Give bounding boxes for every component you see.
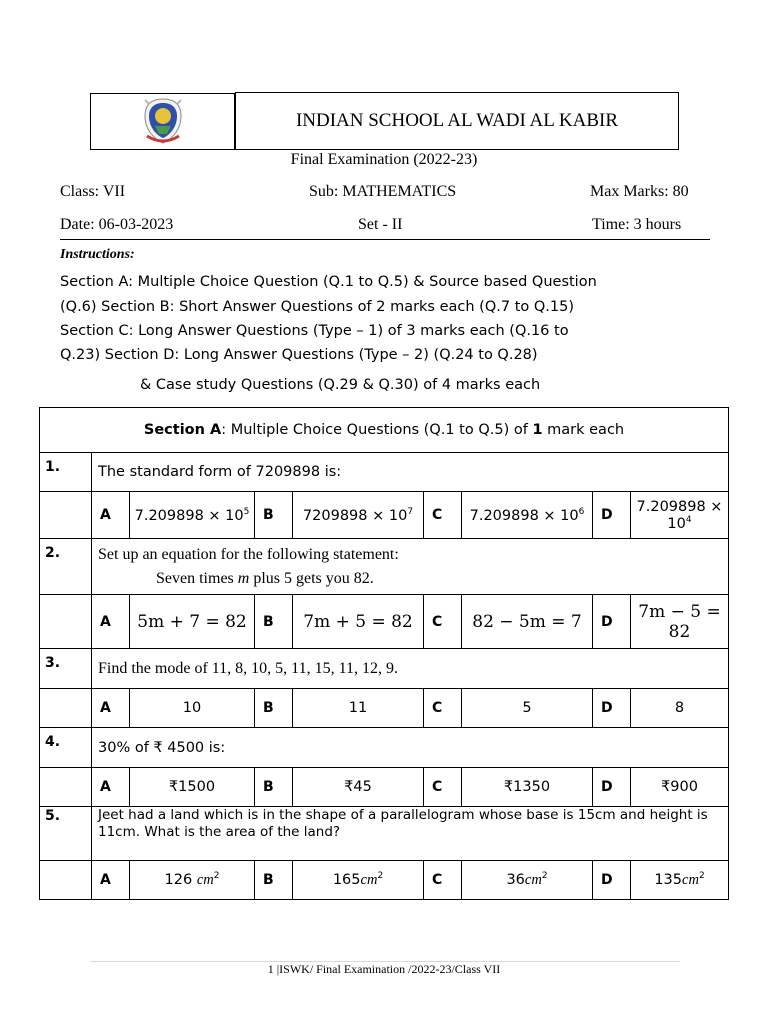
option-value: 126 $cm^2$ (130, 861, 255, 900)
option-value: ₹45 (293, 768, 424, 807)
logo-box (90, 93, 235, 150)
options-row (40, 689, 729, 728)
blank-cell (40, 492, 92, 539)
option-label: D (593, 768, 631, 807)
school-crest-icon (141, 96, 185, 146)
option-value: ₹1500 (130, 768, 255, 807)
option-label: A (92, 492, 130, 539)
instruction-line: Section C: Long Answer Questions (Type – 1) of 3 marks each (Q.16 to (60, 323, 569, 339)
option-label: C (424, 595, 462, 649)
question-text: Jeet had a land which is in the shape of a parallelogram whose base is 15cm and height is 11cm. What is the area of the land? (92, 807, 729, 861)
question-number: 2. (40, 539, 92, 595)
question-number: 5. (40, 807, 92, 861)
option-label: B (255, 689, 293, 728)
option-value: ₹900 (631, 768, 729, 807)
option-value: ₹1350 (462, 768, 593, 807)
option-label: B (255, 492, 293, 539)
page-footer: 1 |ISWK/ Final Examination /2022-23/Class VII (267, 962, 501, 976)
section-a-table (39, 407, 729, 900)
question-row (40, 728, 729, 768)
options-row (40, 595, 729, 649)
option-label: B (255, 768, 293, 807)
instruction-line: & Case study Questions (Q.29 & Q.30) of 4 marks each (140, 377, 541, 393)
question-number: 4. (40, 728, 92, 768)
question-number: 1. (40, 453, 92, 492)
option-value: $7.209898 \times 10^6$ (462, 492, 593, 539)
class-label: Class: VII (60, 183, 126, 200)
subject-label: Sub: MATHEMATICS (309, 183, 457, 200)
question-text: The standard form of 7209898 is: (92, 453, 729, 492)
instruction-line: Section A: Multiple Choice Question (Q.1 to Q.5) & Source based Question (60, 274, 597, 290)
option-value: 10 (130, 689, 255, 728)
option-value: 11 (293, 689, 424, 728)
option-label: A (92, 768, 130, 807)
option-label: D (593, 492, 631, 539)
set-label: Set - II (358, 216, 403, 233)
option-value: 7m + 5 = 82 (293, 595, 424, 649)
options-row (40, 861, 729, 900)
question-row (40, 649, 729, 689)
instruction-line: Q.23) Section D: Long Answer Questions (Type – 2) (Q.24 to Q.28) (60, 347, 538, 363)
instruction-line: (Q.6) Section B: Short Answer Questions of 2 marks each (Q.7 to Q.15) (60, 299, 574, 315)
option-label: C (424, 492, 462, 539)
option-label: A (92, 861, 130, 900)
option-label: D (593, 595, 631, 649)
exam-title: Final Examination (2022-23) (290, 151, 478, 168)
option-label: C (424, 768, 462, 807)
question-text: Set up an equation for the following statement: Seven times m plus 5 gets you 82. (92, 539, 729, 595)
header-divider (60, 239, 710, 240)
question-text: 30% of ₹ 4500 is: (92, 728, 729, 768)
option-value: $36cm^2$ (462, 861, 593, 900)
option-label: A (92, 595, 130, 649)
option-value: 5m + 7 = 82 (130, 595, 255, 649)
option-label: A (92, 689, 130, 728)
option-label: D (593, 861, 631, 900)
option-value: 82 − 5m = 7 (462, 595, 593, 649)
option-label: D (593, 689, 631, 728)
option-label: C (424, 861, 462, 900)
option-label: C (424, 689, 462, 728)
instructions-title: Instructions: (60, 247, 135, 262)
option-value: 7m − 5 = 82 (631, 595, 729, 649)
question-text: Find the mode of 11, 8, 10, 5, 11, 15, 11, 12, 9. (92, 649, 729, 689)
max-marks-label: Max Marks: 80 (590, 183, 689, 200)
options-row (40, 768, 729, 807)
school-name: INDIAN SCHOOL AL WADI AL KABIR (235, 92, 679, 150)
option-value: $135cm^2$ (631, 861, 729, 900)
question-number: 3. (40, 649, 92, 689)
option-value: $7.209898 \times 10^4$ (631, 492, 729, 539)
options-row (40, 492, 729, 539)
option-value: $7.209898 \times 10^5$ (130, 492, 255, 539)
date-label: Date: 06-03-2023 (60, 216, 174, 233)
blank-cell (40, 595, 92, 649)
option-value: $165cm^2$ (293, 861, 424, 900)
question-row (40, 807, 729, 861)
question-row (40, 539, 729, 595)
time-label: Time: 3 hours (592, 216, 682, 233)
option-value: $7209898 \times 10^7$ (293, 492, 424, 539)
option-label: B (255, 595, 293, 649)
blank-cell (40, 689, 92, 728)
section-a-heading: Section A: Multiple Choice Questions (Q.1 to Q.5) of 1 mark each (40, 408, 729, 453)
option-value: 5 (462, 689, 593, 728)
blank-cell (40, 861, 92, 900)
option-value: 8 (631, 689, 729, 728)
option-label: B (255, 861, 293, 900)
section-header-row (40, 408, 729, 453)
question-row (40, 453, 729, 492)
blank-cell (40, 768, 92, 807)
